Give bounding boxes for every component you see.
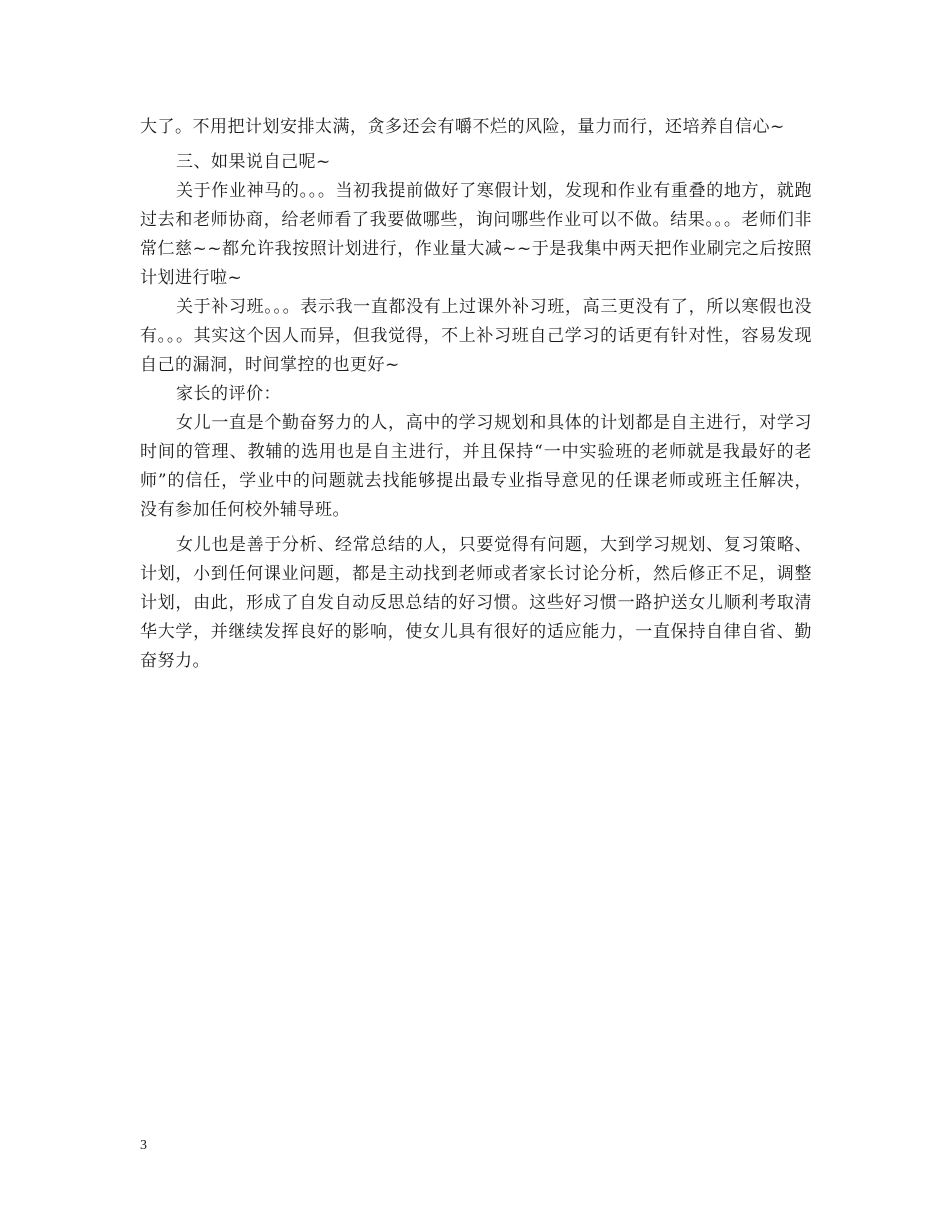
document-body [140, 113, 812, 676]
paragraph-parent-evaluation-2: 女儿也是善于分析、经常总结的人，只要觉得有问题，大到学习规划、复习策略、计划，小到任何课业问题，都是主动找到老师或者家长讨论分析，然后修正不足，调整计划，由此，形成了自发自动反思总结的好习惯。这些好习惯一路护送女儿顺利考取清华大学，并继续发挥良好的影响，使女儿具有很好的适应能力，一直保持自律自省、勤奋努力。 [140, 535, 812, 671]
paragraph-tutoring: 关于补习班。。。表示我一直都没有上过课外补习班，高三更没有了，所以寒假也没有。。。其实这个因人而异，但我觉得，不上补习班自己学习的话更有针对性，容易发现自己的漏洞，时间掌控的也更好~ [140, 297, 812, 375]
paragraph-continuation: 大了。不用把计划安排太满，贪多还会有嚼不烂的风险，量力而行，还培养自信心~ [140, 117, 785, 137]
paragraph-homework: 关于作业神马的。。。当初我提前做好了寒假计划，发现和作业有重叠的地方，就跑过去和老师协商，给老师看了我要做哪些，询问哪些作业可以不做。结果。。。老师们非常仁慈~~都允许我按照计划进行，作业量大减~~于是我集中两天把作业刷完之后按照计划进行啦~ [140, 181, 812, 288]
parent-evaluation-heading: 家长的评价： [176, 384, 281, 404]
paragraph-parent-evaluation-1: 女儿一直是个勤奋努力的人，高中的学习规划和具体的计划都是自主进行，对学习时间的管理、教辅的选用也是自主进行，并且保持“一中实验班的老师就是我最好的老师”的信任，学业中的问题就去找能够提出最专业指导意见的任课老师或班主任解决，没有参加任何校外辅导班。 [140, 413, 812, 520]
page-number: 3 [140, 1138, 147, 1153]
section-heading-self: 三、如果说自己呢~ [176, 152, 331, 172]
